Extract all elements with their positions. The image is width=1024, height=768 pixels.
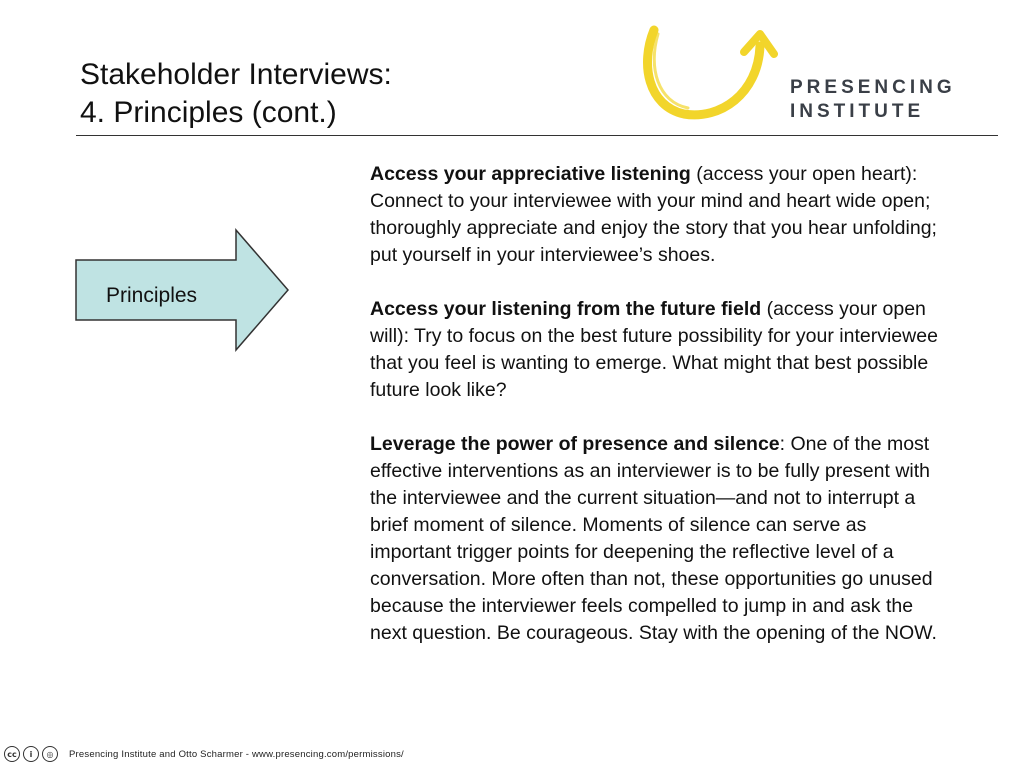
share-alike-icon: ◎	[42, 746, 58, 762]
principle-heading: Leverage the power of presence and silence	[370, 433, 780, 455]
principle-heading: Access your appreciative listening	[370, 163, 691, 185]
principles-arrow-label: Principles	[106, 284, 198, 307]
slide-title-line-2: 4. Principles (cont.)	[80, 96, 337, 129]
slide-title	[80, 56, 392, 132]
principle-paragraph	[370, 161, 950, 269]
principle-paragraph	[370, 296, 950, 404]
license-footer	[4, 745, 404, 763]
creative-commons-icon: cc	[4, 746, 20, 762]
logo-wordmark	[790, 76, 956, 124]
title-divider	[76, 135, 998, 136]
principles-text	[370, 161, 950, 674]
principle-body: (access your open will): Try to focus on the best future possibility for your interviewee that you feel is wanting to emerge. What might that best possible future look like?	[370, 298, 938, 401]
principle-body: : One of the most effective interventions as an interviewer is to be fully present with the interviewee and the current situation—and not to interrupt a brief moment of silence. Moments of silence can serve as important trigger points for deepening the reflective level of a conversation. More often than not, these opportunities go unused because the interviewer feels compelled to jump in and ask the next question. Be courageous. Stay with the opening of the NOW.	[370, 433, 937, 644]
principle-paragraph	[370, 431, 950, 647]
principle-body: (access your open heart): Connect to your interviewee with your mind and heart wide open; thoroughly appreciate and enjoy the story that you hear unfolding; put yourself in your interviewee’s shoes.	[370, 163, 937, 266]
logo-arc-icon	[647, 30, 774, 115]
attribution-icon: i	[23, 746, 39, 762]
principle-heading: Access your listening from the future field	[370, 298, 762, 320]
footer-credit: Presencing Institute and Otto Scharmer - www.presencing.com/permissions/	[69, 748, 404, 760]
logo-wordmark-line-1: PRESENCING	[790, 77, 956, 98]
slide-title-line-1: Stakeholder Interviews:	[80, 58, 392, 91]
logo-wordmark-line-2: INSTITUTE	[790, 101, 925, 122]
